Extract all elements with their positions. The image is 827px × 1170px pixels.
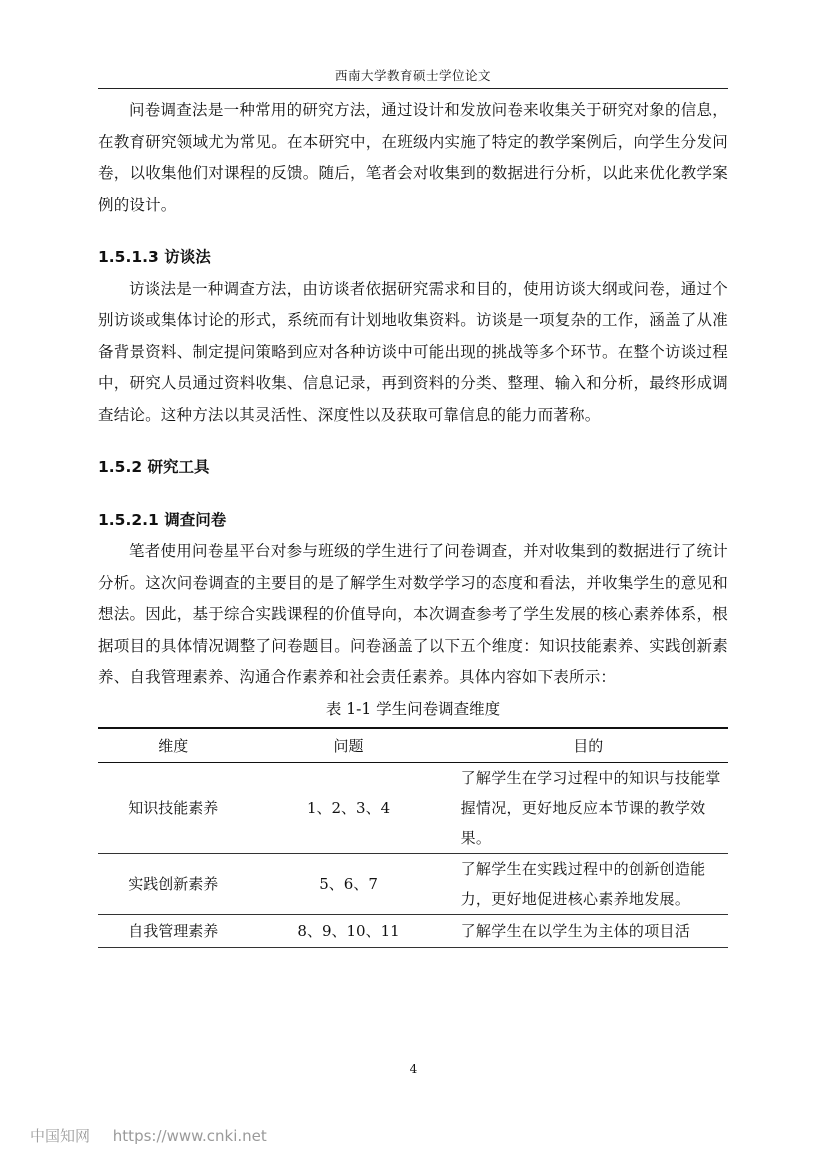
intro-paragraph: 问卷调查法是一种常用的研究方法，通过设计和发放问卷来收集关于研究对象的信息，在教育研究领域尤为常见。在本研究中，在班级内实施了特定的教学案例后，向学生分发问卷，以收集他们对课程的反馈。随后，笔者会对收集到的数据进行分析，以此来优化教学案例的设计。 xyxy=(98,101,728,214)
section-heading-152: 1.5.2 研究工具 xyxy=(98,458,210,476)
cell-questions: 1、2、3、4 xyxy=(306,799,391,817)
header-dimension: 维度 xyxy=(158,737,189,755)
table-row xyxy=(98,915,728,948)
page-content xyxy=(98,95,728,948)
watermark xyxy=(30,1125,285,1146)
table-caption: 表 1-1 学生问卷调查维度 xyxy=(325,699,501,718)
dimension-table xyxy=(98,727,728,948)
table-header-row xyxy=(98,728,728,763)
header-purpose: 目的 xyxy=(573,737,604,755)
watermark-brand: 中国知网 xyxy=(30,1127,91,1145)
cell-dimension: 知识技能素养 xyxy=(128,799,219,817)
interview-paragraph: 访谈法是一种调查方法，由访谈者依据研究需求和目的，使用访谈大纲或问卷，通过个别访谈或集体讨论的形式，系统而有计划地收集资料。访谈是一项复杂的工作，涵盖了从准备背景资料、制定提问策略到应对各种访谈中可能出现的挑战等多个环节。在整个访谈过程中，研究人员通过资料收集、信息记录，再到资料的分类、整理、输入和分析，最终形成调查结论。这种方法以其灵活性、深度性以及获取可靠信息的能力而著称。 xyxy=(98,279,728,424)
section-heading-1521: 1.5.2.1 调查问卷 xyxy=(98,510,227,529)
section-heading-1513: 1.5.1.3 访谈法 xyxy=(98,248,211,266)
header-questions: 问题 xyxy=(333,737,364,755)
cell-questions: 8、9、10、11 xyxy=(297,922,400,940)
cell-dimension: 自我管理素养 xyxy=(128,922,219,940)
page-number: 4 xyxy=(409,1062,418,1076)
table-row xyxy=(98,763,728,854)
cell-purpose: 了解学生在实践过程中的创新创造能力，更好地促进核心素养地发展。 xyxy=(460,860,706,908)
table-row xyxy=(98,854,728,915)
cell-dimension: 实践创新素养 xyxy=(128,875,219,893)
questionnaire-paragraph: 笔者使用问卷星平台对参与班级的学生进行了问卷调查，并对收集到的数据进行了统计分析。这次问卷调查的主要目的是了解学生对数学学习的态度和看法，并收集学生的意见和想法。因此，基于综合实践课程的价值导向，本次调查参考了学生发展的核心素养体系，根据项目的具体情况调整了问卷题目。问卷涵盖了以下五个维度：知识技能素养、实践创新素养、自我管理素养、沟通合作素养和社会责任素养。具体内容如下表所示： xyxy=(98,542,728,686)
running-header: 西南大学教育硕士学位论文 xyxy=(334,68,491,83)
cell-questions: 5、6、7 xyxy=(319,875,378,893)
watermark-url: https://www.cnki.net xyxy=(112,1127,267,1145)
cell-purpose: 了解学生在以学生为主体的项目活 xyxy=(460,922,691,940)
cell-purpose: 了解学生在学习过程中的知识与技能掌握情况，更好地反应本节课的教学效果。 xyxy=(460,769,721,847)
header-rule xyxy=(98,88,728,89)
